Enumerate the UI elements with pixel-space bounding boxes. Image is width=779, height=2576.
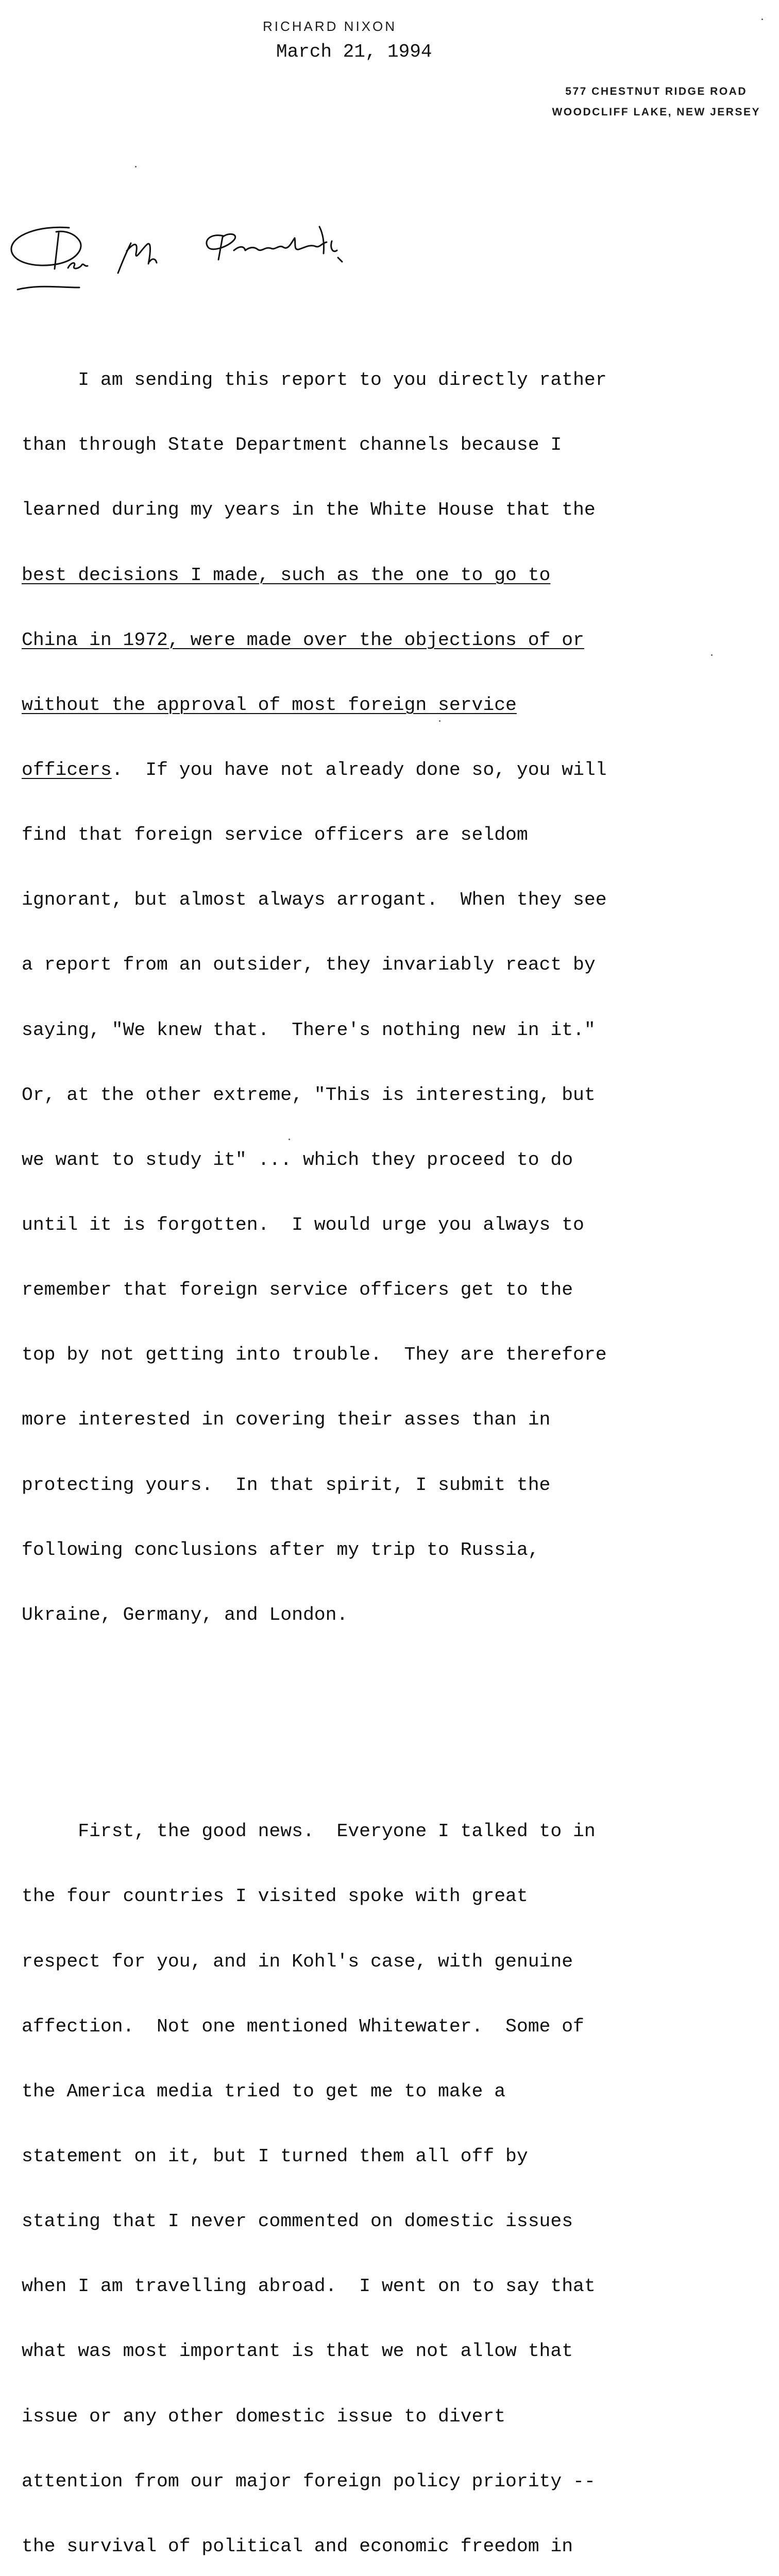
scan-speck: [135, 166, 137, 167]
letterhead-address-line1: 577 CHESTNUT RIDGE ROAD: [565, 86, 747, 97]
text-line: the survival of political and economic freedom in: [22, 2535, 573, 2557]
paragraph-2: [22, 1777, 764, 2576]
letter-date: March 21, 1994: [276, 41, 432, 62]
text-line: the America media tried to get me to make a: [22, 2080, 506, 2102]
text-line: following conclusions after my trip to Russia,: [22, 1539, 539, 1561]
text-line: than through State Department channels because I: [22, 434, 562, 456]
text-line: issue or any other domestic issue to divert: [22, 2405, 506, 2427]
scan-speck: [711, 654, 713, 656]
text-line: attention from our major foreign policy priority --: [22, 2470, 596, 2492]
underlined-text-line: China in 1972, were made over the objections of or: [22, 629, 584, 651]
handwritten-salutation-signature: [7, 212, 378, 290]
text-line: remember that foreign service officers get to the: [22, 1279, 573, 1301]
text-line: learned during my years in the White House that the: [22, 499, 596, 521]
letter-body: [22, 283, 764, 2576]
scan-speck: [289, 1139, 290, 1140]
text-line: protecting yours. In that spirit, I submit the: [22, 1474, 551, 1496]
text-line: a report from an outsider, they invariably react by: [22, 954, 596, 976]
text-line: [22, 759, 764, 781]
text-line: more interested in covering their asses than in: [22, 1409, 551, 1431]
scan-speck: [439, 720, 441, 722]
text-line: find that foreign service officers are seldom: [22, 824, 528, 846]
text-line: affection. Not one mentioned Whitewater. Some of: [22, 2015, 584, 2037]
text-line: First, the good news. Everyone I talked to in: [22, 1821, 596, 1842]
underlined-word: officers: [22, 759, 112, 781]
text-line: when I am travelling abroad. I went on to say that: [22, 2276, 596, 2297]
letterhead-address-line2: WOODCLIFF LAKE, NEW JERSEY: [552, 106, 760, 118]
letterhead-name: RICHARD NIXON: [263, 19, 397, 34]
text-line: stating that I never commented on domestic issues: [22, 2211, 573, 2232]
text-fragment: . If you have not already done so, you will: [111, 759, 607, 781]
text-line: saying, "We knew that. There's nothing new in it.": [22, 1019, 596, 1041]
underlined-text-line: without the approval of most foreign service: [22, 694, 517, 716]
text-line: top by not getting into trouble. They are therefore: [22, 1344, 607, 1366]
text-line: until it is forgotten. I would urge you always to: [22, 1214, 584, 1236]
text-line: ignorant, but almost always arrogant. When they see: [22, 889, 607, 911]
text-line: the four countries I visited spoke with great: [22, 1886, 528, 1907]
text-line: we want to study it" ... which they proceed to do: [22, 1149, 573, 1171]
paragraph-1: [22, 326, 764, 1669]
text-line: I am sending this report to you directly rather: [22, 369, 607, 391]
text-line: what was most important is that we not allow that: [22, 2341, 573, 2362]
underlined-text-line: best decisions I made, such as the one to go to: [22, 564, 551, 586]
paragraph-gap: [22, 1713, 764, 1734]
text-line: statement on it, but I turned them all off by: [22, 2146, 528, 2167]
text-line: Ukraine, Germany, and London.: [22, 1604, 348, 1625]
text-line: respect for you, and in Kohl's case, with genuine: [22, 1951, 573, 1972]
scan-speck: [761, 19, 763, 20]
text-line: Or, at the other extreme, "This is interesting, but: [22, 1084, 596, 1106]
